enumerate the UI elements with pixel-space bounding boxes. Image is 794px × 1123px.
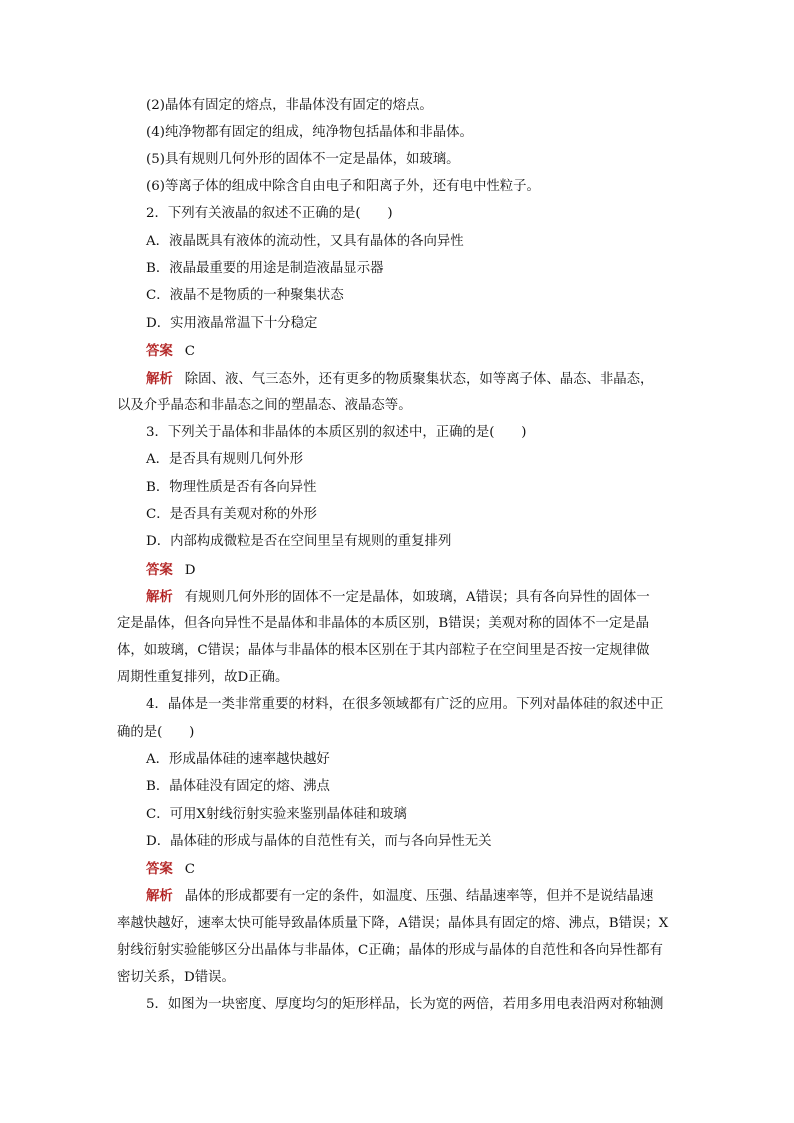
analysis-text: 密切关系，D错误。	[117, 970, 235, 985]
answer-label: 答案	[146, 861, 173, 877]
analysis-text: 晶体的形成都要有一定的条件，如温度、压强、结晶速率等，但并不是说结晶速	[184, 889, 654, 904]
question-4-analysis	[146, 886, 686, 907]
question-4-stem: 4．晶体是一类非常重要的材料，在很多领域都有广泛的应用。下列对晶体硅的叙述中正	[146, 697, 664, 712]
question-5-stem: 5．如图为一块密度、厚度均匀的矩形样品，长为宽的两倍，若用多用电表沿两对称轴测	[146, 997, 664, 1012]
question-2-option-b: B．液晶最重要的用途是制造液晶显示器	[146, 261, 384, 276]
analysis-text: 定是晶体，但各向异性不是晶体和非晶体的本质区别，B错误；美观对称的固体不一定是晶	[117, 616, 650, 631]
question-2-answer	[146, 341, 686, 362]
analysis-text: 射线衍射实验能够区分出晶体与非晶体，C正确；晶体的形成与晶体的自范性和各向异性都有	[117, 943, 663, 958]
question-3-analysis	[146, 587, 686, 608]
text-line: (2)晶体有固定的熔点，非晶体没有固定的熔点。	[146, 98, 433, 113]
question-3-option-b: B．物理性质是否有各向异性	[146, 480, 317, 495]
question-4-option-a: A．形成晶体硅的速率越快越好	[146, 752, 330, 767]
question-3-option-d: D．内部构成微粒是否在空间里呈有规则的重复排列	[146, 534, 452, 549]
question-2-option-c: C．液晶不是物质的一种聚集状态	[146, 288, 344, 303]
answer-label: 答案	[146, 562, 173, 578]
question-2-option-a: A．液晶既具有液体的流动性，又具有晶体的各向异性	[146, 234, 464, 249]
question-3-option-a: A．是否具有规则几何外形	[146, 452, 303, 467]
analysis-label: 解析	[146, 371, 173, 387]
answer-value: C	[184, 862, 196, 877]
question-4-option-b: B．晶体硅没有固定的熔、沸点	[146, 779, 330, 794]
analysis-label: 解析	[146, 888, 173, 904]
analysis-text: 率越快越好，速率太快可能导致晶体质量下降，A错误；晶体具有固定的熔、沸点，B错误；X	[117, 916, 669, 931]
question-2-option-d: D．实用液晶常温下十分稳定	[146, 316, 318, 331]
question-4-option-c: C．可用X射线衍射实验来鉴别晶体硅和玻璃	[146, 807, 407, 822]
question-3-answer	[146, 560, 686, 581]
question-3-option-c: C．是否具有美观对称的外形	[146, 507, 317, 522]
question-4-option-d: D．晶体硅的形成与晶体的自范性有关，而与各向异性无关	[146, 834, 492, 849]
analysis-text: 有规则几何外形的固体不一定是晶体，如玻璃，A错误；具有各向异性的固体一	[184, 590, 650, 605]
question-3-stem: 3．下列关于晶体和非晶体的本质区别的叙述中，正确的是( )	[146, 425, 527, 440]
text-line: (4)纯净物都有固定的组成，纯净物包括晶体和非晶体。	[146, 125, 473, 140]
analysis-text: 周期性重复排列，故D正确。	[117, 670, 289, 685]
analysis-label: 解析	[146, 589, 173, 605]
answer-value: D	[184, 563, 196, 578]
question-4-stem: 确的是( )	[117, 725, 195, 740]
question-4-answer	[146, 859, 686, 880]
analysis-text: 以及介乎晶态和非晶态之间的塑晶态、液晶态等。	[117, 398, 412, 413]
question-2-stem: 2．下列有关液晶的叙述不正确的是( )	[146, 206, 393, 221]
answer-value: C	[184, 344, 196, 359]
text-line: (5)具有规则几何外形的固体不一定是晶体，如玻璃。	[146, 152, 460, 167]
analysis-text: 体，如玻璃，C错误；晶体与非晶体的根本区别在于其内部粒子在空间里是否按一定规律做	[117, 643, 650, 658]
text-line: (6)等离子体的组成中除含自由电子和阳离子外，还有电中性粒子。	[146, 179, 540, 194]
question-2-analysis	[146, 369, 686, 390]
analysis-text: 除固、液、气三态外，还有更多的物质聚集状态，如等离子体、晶态、非晶态，	[184, 372, 654, 387]
answer-label: 答案	[146, 343, 173, 359]
